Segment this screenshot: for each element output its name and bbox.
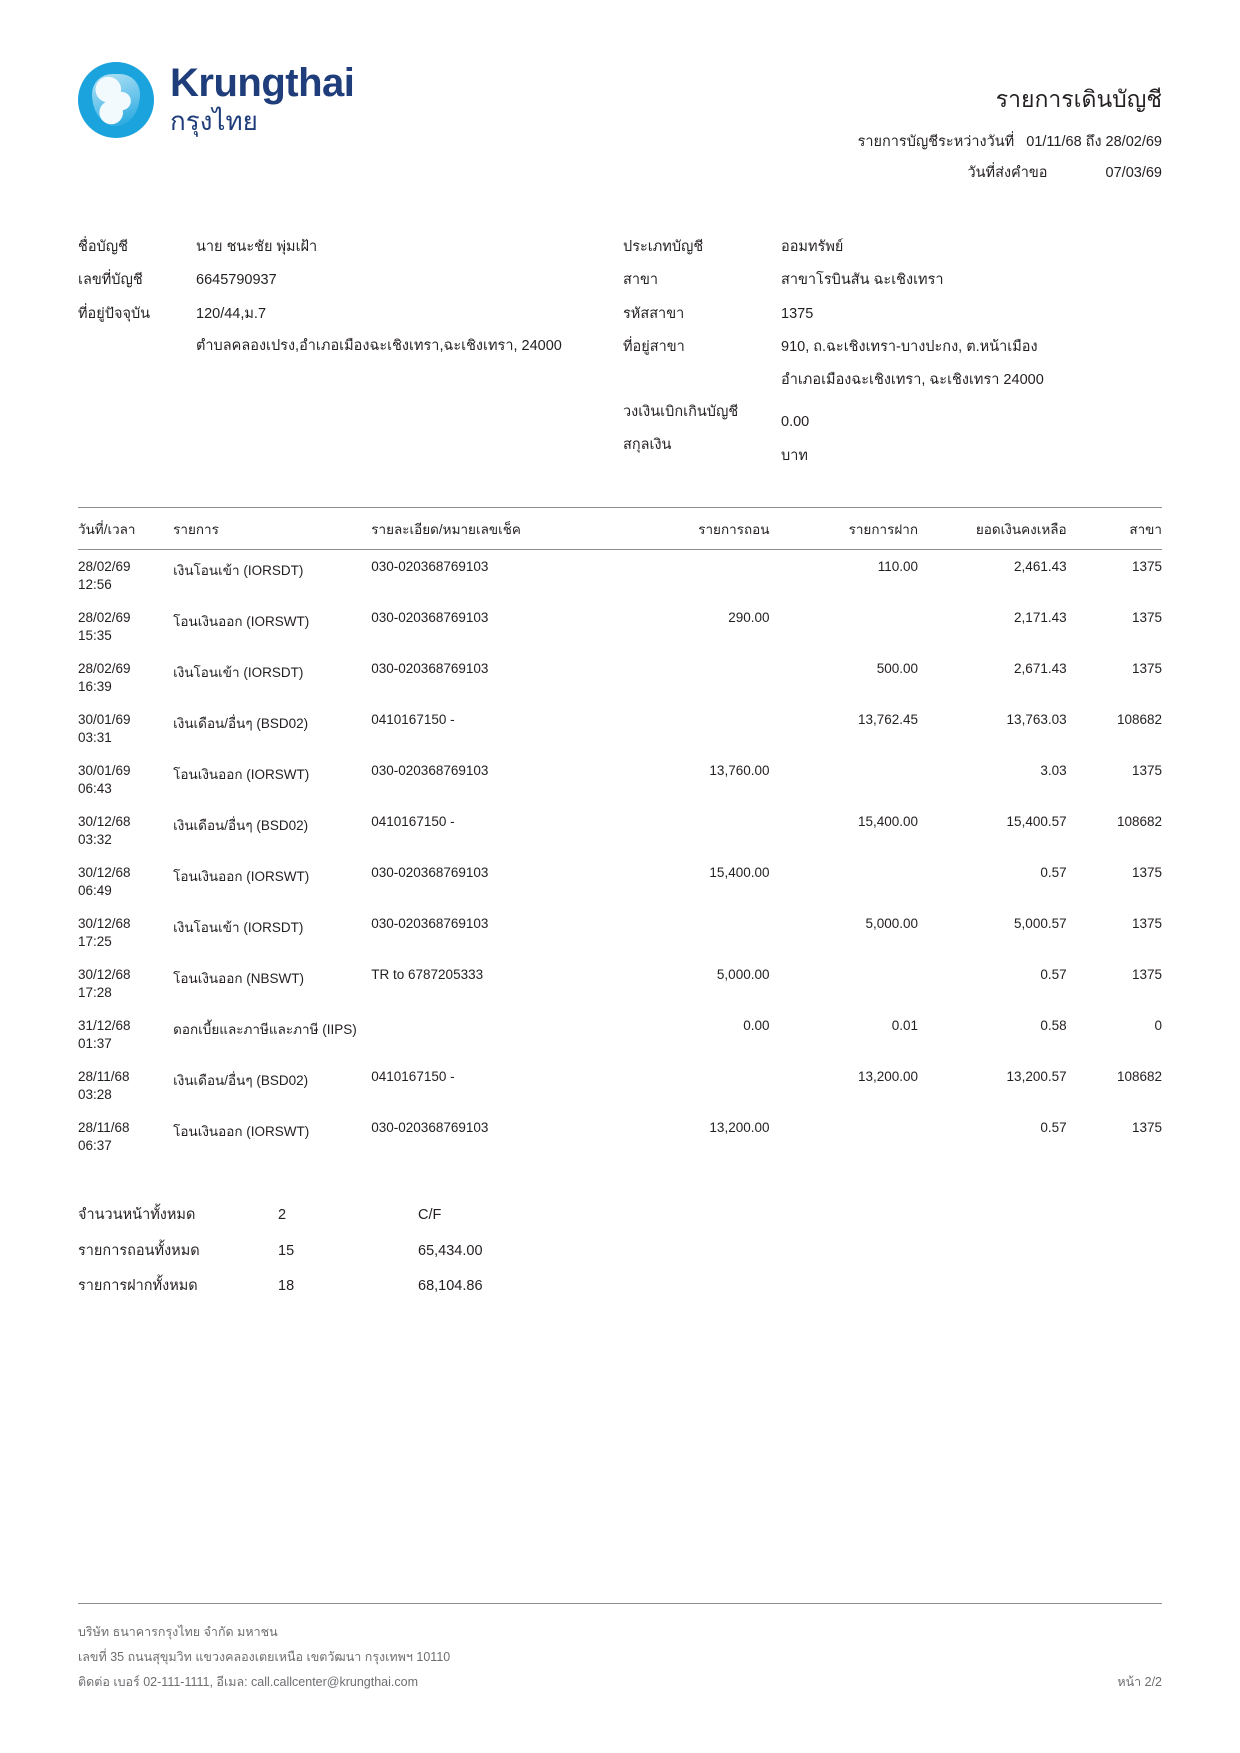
page-title: รายการเดินบัญชี [995, 86, 1162, 112]
account-number-label: เลขที่บัญชี [78, 272, 143, 289]
cell-date-value: 30/12/68 [78, 916, 131, 932]
cell-date-value: 31/12/68 [78, 1018, 131, 1034]
cell-detail: 0410167150 - [371, 1069, 455, 1085]
cell-date [78, 652, 173, 703]
account-name-value: นาย ชนะชัย พุ่มเฝ้า [196, 239, 318, 255]
cell-withdrawal: 13,760.00 [709, 763, 770, 779]
cell-date-value: 30/12/68 [78, 865, 131, 881]
table-row [78, 1009, 1162, 1060]
table-row [78, 1111, 1162, 1162]
cell-description: ดอกเบี้ยและภาษีและภาษี (IIPS) [173, 1022, 357, 1038]
cell-branch: 1375 [1131, 967, 1162, 983]
cell-balance: 2,671.43 [1014, 661, 1067, 677]
spacer [623, 292, 781, 303]
cell-time-value: 06:43 [78, 781, 112, 797]
cell-detail: 030-020368769103 [371, 559, 489, 575]
cell-detail: 030-020368769103 [371, 610, 489, 626]
cell-date [78, 907, 173, 958]
table-row [78, 958, 1162, 1009]
cell-description: เงินโอนเข้า (IORSDT) [173, 665, 304, 681]
cell-date-value: 30/12/68 [78, 967, 131, 983]
table-row [78, 856, 1162, 907]
cell-withdrawal: 290.00 [728, 610, 770, 626]
summary-row [78, 1234, 1162, 1270]
cell-date [78, 550, 173, 602]
cell-deposit [791, 856, 936, 907]
footer-address: เลขที่ 35 ถนนสุขุมวิท แขวงคลองเตยเหนือ เขตวัฒนา กรุงเทพฯ 10110 [78, 1650, 451, 1664]
spacer [781, 325, 1162, 336]
cell-balance: 15,400.57 [1006, 814, 1067, 830]
table-row [78, 550, 1162, 602]
table-row [78, 754, 1162, 805]
spacer [623, 325, 781, 336]
branch-value: สาขาโรบินสัน ฉะเชิงเทรา [781, 272, 944, 289]
col-balance: ยอดเงินคงเหลือ [936, 508, 1089, 550]
total-deposits-count: 18 [278, 1278, 295, 1295]
cell-time-value: 06:37 [78, 1138, 112, 1154]
cell-date-value: 28/02/69 [78, 610, 131, 626]
brand-name: Krungthai [170, 61, 355, 106]
cell-deposit: 13,200.00 [857, 1069, 919, 1085]
cell-date [78, 703, 173, 754]
total-deposits-label: รายการฝากทั้งหมด [78, 1278, 198, 1295]
table-row [78, 703, 1162, 754]
table-header-row [78, 508, 1162, 550]
account-type-value: ออมทรัพย์ [781, 239, 844, 255]
cell-balance: 2,171.43 [1014, 610, 1067, 626]
cell-time-value: 03:28 [78, 1087, 112, 1103]
cell-branch: 108682 [1116, 1069, 1162, 1085]
brand-subtitle: กรุงไทย [170, 106, 258, 137]
cell-date-value: 30/01/69 [78, 712, 131, 728]
cell-description: เงินเดือน/อื่นๆ (BSD02) [173, 1073, 309, 1089]
cell-branch: 1375 [1131, 559, 1162, 575]
request-date-value: 07/03/69 [1105, 165, 1162, 181]
cell-date [78, 1111, 173, 1162]
table-head [78, 508, 1162, 550]
brand-block [78, 62, 354, 138]
table-row [78, 601, 1162, 652]
statement-period-label: รายการบัญชีระหว่างวันที่ [857, 134, 1015, 150]
cell-branch: 1375 [1131, 1120, 1162, 1136]
cell-balance: 0.57 [1040, 967, 1067, 983]
cell-date [78, 805, 173, 856]
cell-deposit [791, 754, 936, 805]
cell-deposit: 13,762.45 [857, 712, 919, 728]
cell-date [78, 856, 173, 907]
spacer [78, 258, 196, 269]
col-description: รายการ [173, 508, 371, 550]
cell-deposit: 15,400.00 [857, 814, 919, 830]
cell-detail: 030-020368769103 [371, 916, 489, 932]
cell-date [78, 754, 173, 805]
cell-balance: 5,000.57 [1014, 916, 1067, 932]
cell-deposit [791, 601, 936, 652]
col-date: วันที่/เวลา [78, 508, 173, 550]
cell-withdrawal [643, 652, 792, 703]
account-info [78, 236, 1162, 467]
table-row [78, 907, 1162, 958]
cell-balance: 0.58 [1040, 1018, 1067, 1034]
krungthai-logo-icon [78, 62, 154, 138]
cell-description: โอนเงินออก (IORSWT) [173, 767, 310, 783]
document-footer [78, 1603, 1162, 1695]
total-pages-count: 2 [278, 1207, 287, 1224]
cell-withdrawal [643, 550, 792, 602]
cell-balance: 13,200.57 [1006, 1069, 1067, 1085]
cell-branch: 1375 [1131, 916, 1162, 932]
cell-deposit: 0.01 [891, 1018, 919, 1034]
cell-detail: TR to 6787205333 [371, 967, 484, 983]
cell-date-value: 28/02/69 [78, 559, 131, 575]
cell-withdrawal [643, 703, 792, 754]
cell-branch: 1375 [1131, 610, 1162, 626]
branch-address-value: 910, ถ.ฉะเชิงเทรา-บางปะกง, ต.หน้าเมือง [781, 339, 1038, 356]
cell-withdrawal: 5,000.00 [716, 967, 770, 983]
statement-period-value: 01/11/68 ถึง 28/02/69 [1026, 134, 1162, 150]
spacer [623, 258, 781, 269]
col-withdrawal: รายการถอน [643, 508, 792, 550]
cell-deposit [791, 958, 936, 1009]
account-type-label: ประเภทบัญชี [623, 239, 704, 255]
summary-block [78, 1198, 1162, 1305]
branch-address-label: ที่อยู่สาขา [623, 339, 685, 356]
cell-balance: 3.03 [1040, 763, 1067, 779]
cell-time-value: 15:35 [78, 628, 112, 644]
cell-withdrawal: 13,200.00 [709, 1120, 770, 1136]
spacer [623, 423, 781, 434]
table-row [78, 1060, 1162, 1111]
cell-description: โอนเงินออก (IORSWT) [173, 869, 310, 885]
cell-detail: 030-020368769103 [371, 763, 489, 779]
account-name-label: ชื่อบัญชี [78, 239, 128, 255]
cell-withdrawal [643, 907, 792, 958]
total-pages-label: จำนวนหน้าทั้งหมด [78, 1207, 196, 1224]
account-info-right [623, 236, 1162, 467]
account-number-value: 6645790937 [196, 272, 277, 289]
footer-contact: ติดต่อ เบอร์ 02-111-1111, อีเมล: call.callcenter@krungthai.com [78, 1675, 418, 1689]
cell-time-value: 12:56 [78, 577, 112, 593]
cell-detail: 030-020368769103 [371, 1120, 489, 1136]
current-address-label: ที่อยู่ปัจจุบัน [78, 305, 151, 322]
overdraft-limit-label: วงเงินเบิกเกินบัญชี [623, 403, 739, 420]
cell-withdrawal: 15,400.00 [709, 865, 770, 881]
brand-text [170, 62, 354, 137]
cell-branch: 108682 [1116, 712, 1162, 728]
cell-withdrawal [643, 805, 792, 856]
cell-balance: 13,763.03 [1006, 712, 1067, 728]
document-header [78, 0, 1162, 192]
cell-deposit: 5,000.00 [865, 916, 919, 932]
cell-balance: 0.57 [1040, 1120, 1067, 1136]
col-detail: รายละเอียด/หมายเลขเช็ค [371, 508, 642, 550]
cell-date-value: 30/12/68 [78, 814, 131, 830]
total-withdrawals-label: รายการถอนทั้งหมด [78, 1242, 200, 1259]
table-row [78, 652, 1162, 703]
request-date-label: วันที่ส่งคำขอ [967, 165, 1048, 181]
document-meta [858, 62, 1162, 192]
spacer [196, 292, 623, 303]
cell-branch: 1375 [1131, 763, 1162, 779]
cell-description: โอนเงินออก (IORSWT) [173, 1124, 310, 1140]
current-address-value: 120/44,ม.7 [196, 305, 267, 322]
footer-page-number: หน้า 2/2 [1117, 1675, 1162, 1689]
cell-detail: 0410167150 - [371, 814, 455, 830]
cell-description: โอนเงินออก (IORSWT) [173, 614, 310, 630]
spacer [781, 292, 1162, 303]
cell-date [78, 601, 173, 652]
account-info-right-labels [623, 236, 781, 467]
account-info-left-labels [78, 236, 196, 467]
cell-branch: 0 [1154, 1018, 1162, 1034]
cell-branch: 108682 [1116, 814, 1162, 830]
cell-time-value: 16:39 [78, 679, 112, 695]
cell-time-value: 03:31 [78, 730, 112, 746]
spacer [78, 292, 196, 303]
cell-description: เงินเดือน/อื่นๆ (BSD02) [173, 716, 309, 732]
footer-contact-row [78, 1670, 1162, 1695]
cell-description: เงินโอนเข้า (IORSDT) [173, 563, 304, 579]
table-row [78, 805, 1162, 856]
cell-description: เงินเดือน/อื่นๆ (BSD02) [173, 818, 309, 834]
currency-label: สกุลเงิน [623, 437, 672, 454]
spacer [781, 434, 1162, 445]
cell-deposit: 110.00 [877, 559, 919, 575]
cell-date-value: 28/11/68 [78, 1069, 130, 1085]
account-info-left [78, 236, 623, 467]
branch-code-value: 1375 [781, 305, 814, 322]
cell-time-value: 03:32 [78, 832, 112, 848]
cell-deposit: 500.00 [876, 661, 919, 677]
cell-date [78, 958, 173, 1009]
branch-code-label: รหัสสาขา [623, 305, 685, 322]
cell-balance: 0.57 [1040, 865, 1067, 881]
cell-balance: 2,461.43 [1014, 559, 1067, 575]
currency-value: บาท [781, 447, 808, 464]
branch-label: สาขา [623, 272, 659, 289]
total-withdrawals-count: 15 [278, 1242, 295, 1259]
request-date [858, 161, 1162, 184]
col-deposit: รายการฝาก [791, 508, 936, 550]
cell-description: โอนเงินออก (NBSWT) [173, 971, 305, 987]
transactions-table [78, 507, 1162, 1162]
cell-date-value: 28/02/69 [78, 661, 131, 677]
cell-detail [371, 1009, 642, 1060]
cell-withdrawal [643, 1060, 792, 1111]
account-info-right-values [781, 236, 1162, 467]
cell-detail: 030-020368769103 [371, 865, 489, 881]
current-address-value-2: ตำบลคลองเปรง,อำเภอเมืองฉะเชิงเทรา,ฉะเชิงเทรา, 24000 [196, 338, 562, 355]
footer-company: บริษัท ธนาคารกรุงไทย จำกัด มหาชน [78, 1625, 278, 1639]
summary-row [78, 1269, 1162, 1305]
col-branch: สาขา [1089, 508, 1162, 550]
account-info-left-values [196, 236, 623, 467]
cell-detail: 030-020368769103 [371, 661, 489, 677]
spacer [781, 258, 1162, 269]
transactions-table-wrap [78, 507, 1162, 1162]
cell-deposit [791, 1111, 936, 1162]
cell-branch: 1375 [1131, 661, 1162, 677]
cell-detail: 0410167150 - [371, 712, 455, 728]
cell-branch: 1375 [1131, 865, 1162, 881]
cell-time-value: 06:49 [78, 883, 112, 899]
table-body [78, 550, 1162, 1163]
cell-date-value: 28/11/68 [78, 1120, 130, 1136]
cell-date [78, 1060, 173, 1111]
total-deposits-amount: 68,104.86 [418, 1278, 483, 1295]
overdraft-limit-value: 0.00 [781, 414, 810, 431]
spacer [196, 258, 623, 269]
cell-description: เงินโอนเข้า (IORSDT) [173, 920, 304, 936]
total-withdrawals-amount: 65,434.00 [418, 1242, 483, 1259]
spacer [781, 391, 1162, 411]
branch-address-value-2: อำเภอเมืองฉะเชิงเทรา, ฉะเชิงเทรา 24000 [781, 371, 1044, 388]
cell-date [78, 1009, 173, 1060]
total-pages-amount: C/F [418, 1207, 442, 1224]
spacer [623, 359, 781, 401]
cell-time-value: 01:37 [78, 1036, 112, 1052]
statement-period [858, 130, 1162, 153]
cell-time-value: 17:28 [78, 985, 112, 1001]
summary-row [78, 1198, 1162, 1234]
cell-date-value: 30/01/69 [78, 763, 131, 779]
cell-time-value: 17:25 [78, 934, 112, 950]
cell-withdrawal: 0.00 [743, 1018, 770, 1034]
